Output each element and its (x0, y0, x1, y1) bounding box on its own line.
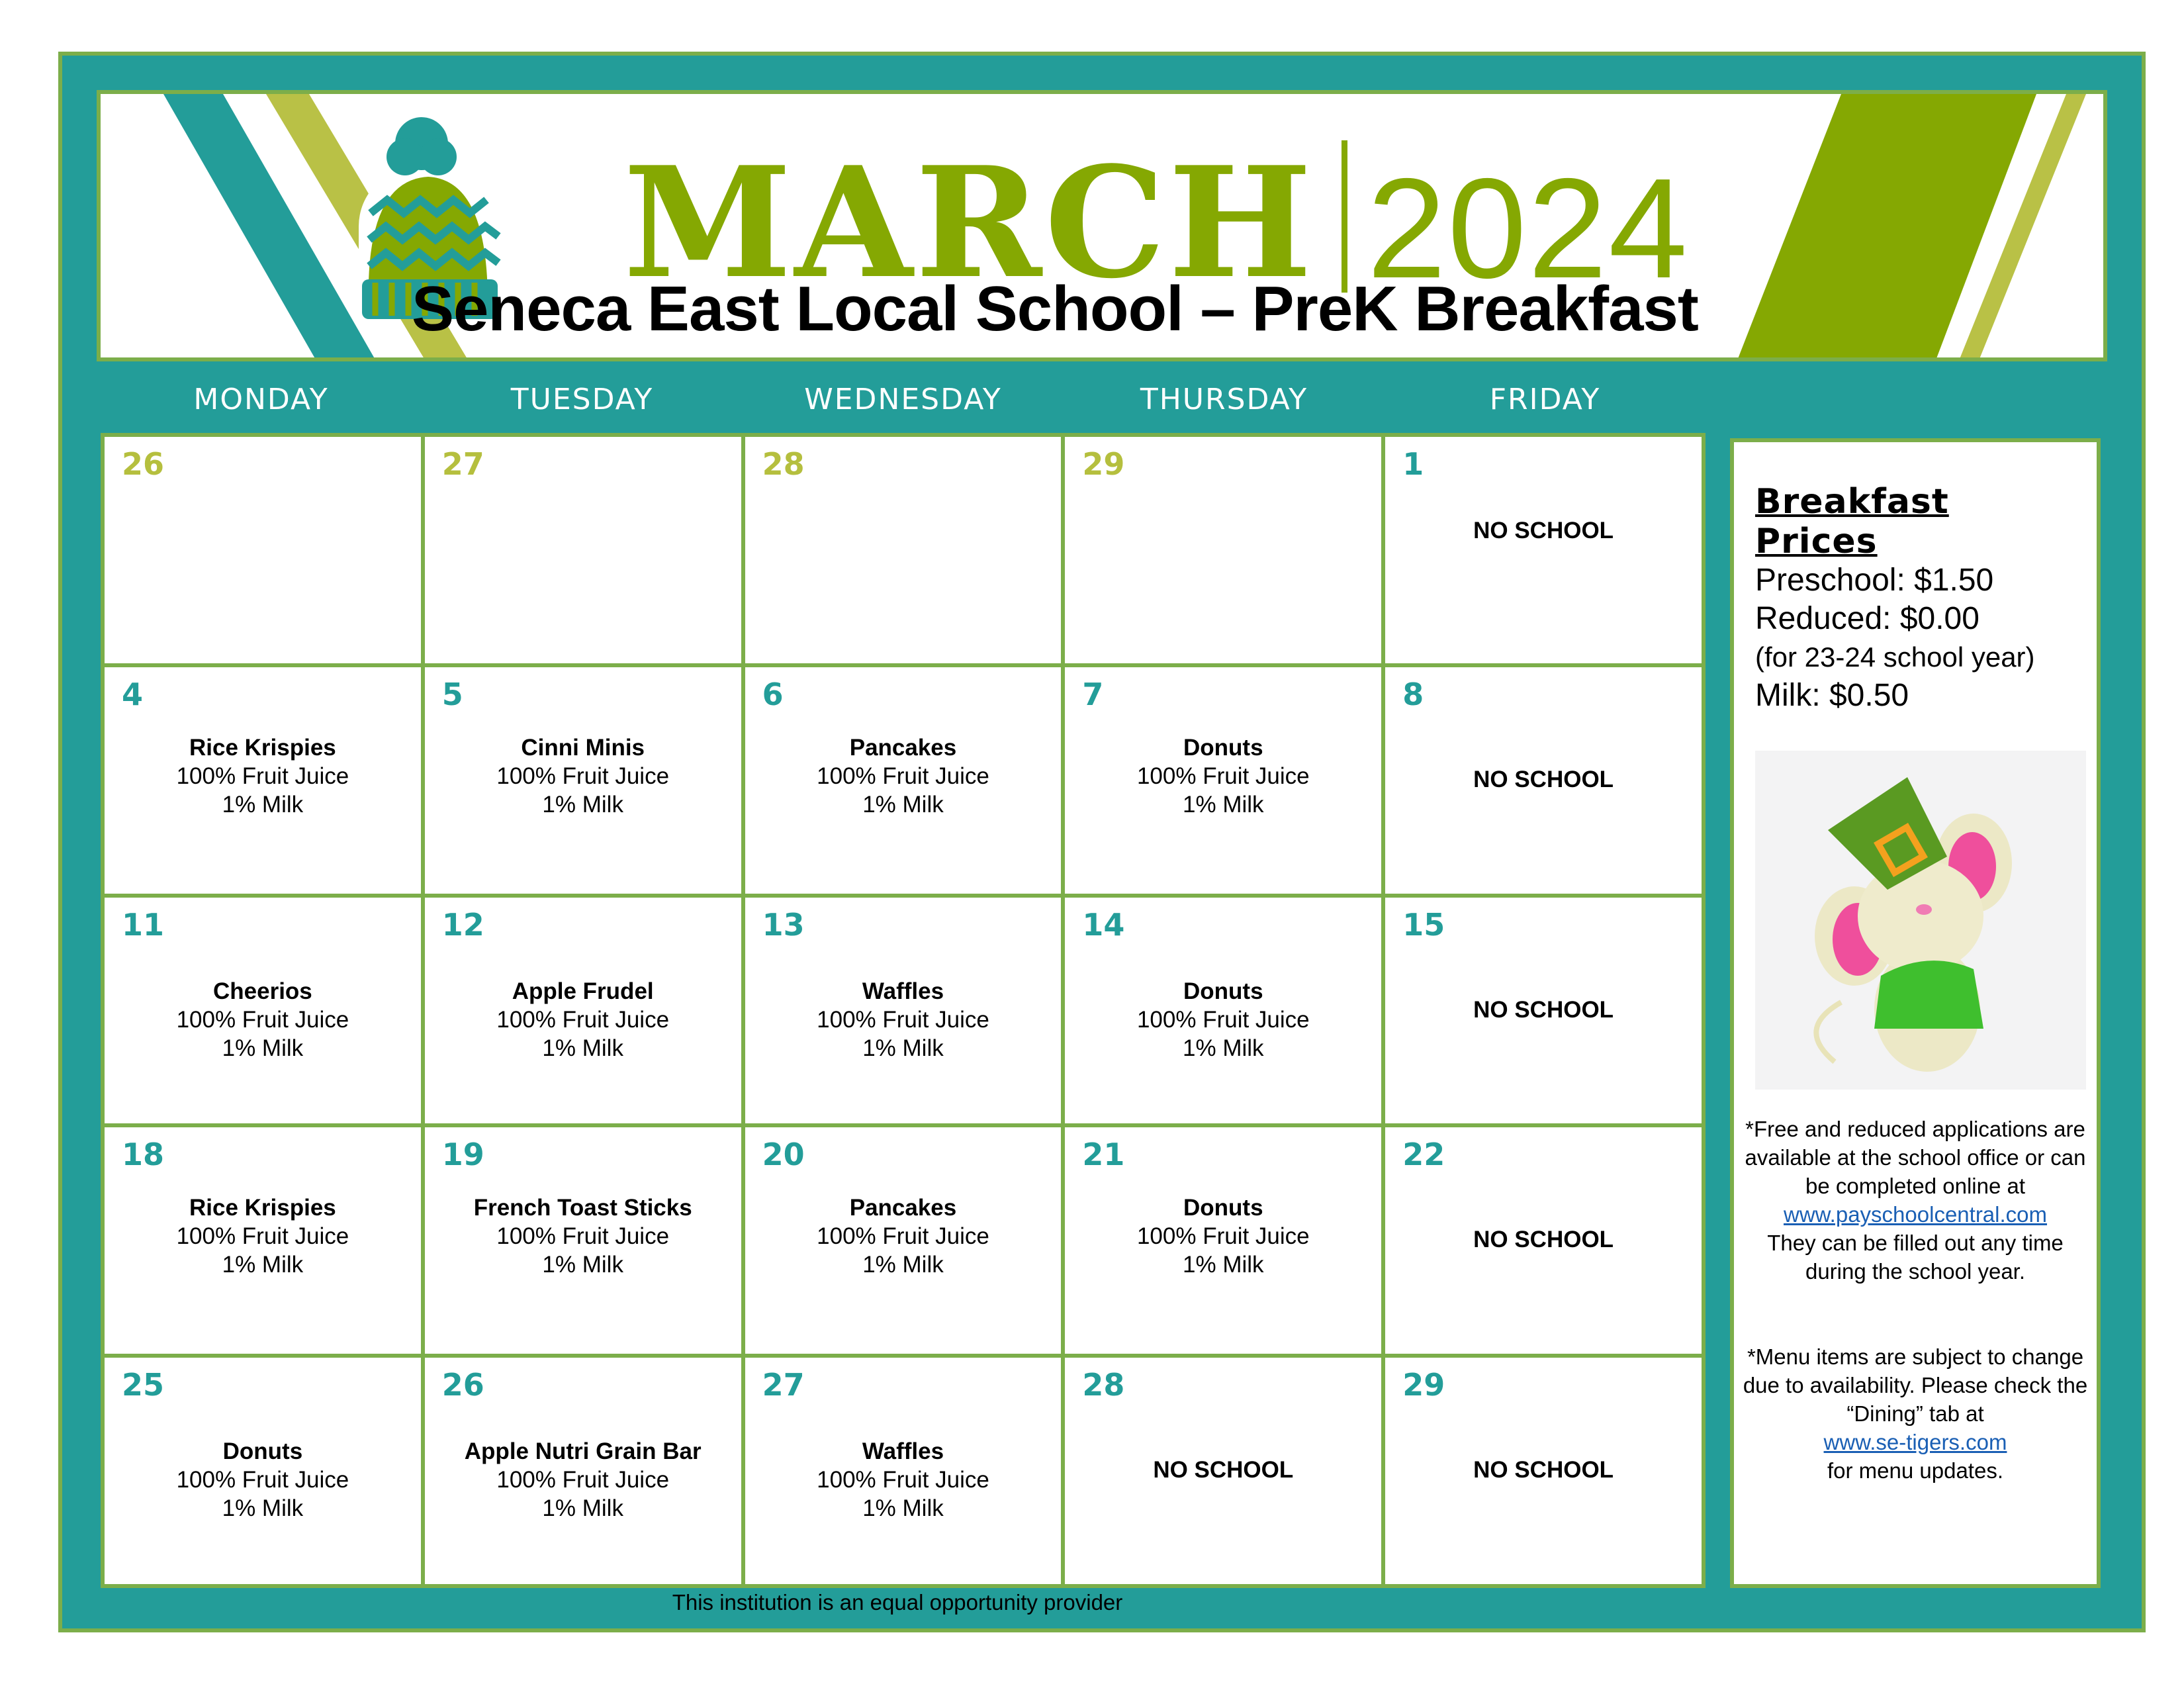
calendar-day-cell (1065, 898, 1381, 1124)
price-reduced: Reduced: $0.00 (1755, 601, 1979, 636)
menu-items (425, 977, 741, 1062)
day-number: 29 (1082, 446, 1125, 482)
calendar-day-cell (425, 1127, 741, 1354)
menu-main-item: Apple Frudel (512, 978, 654, 1004)
weekday-header (101, 373, 1706, 426)
calendar-day-cell (425, 437, 741, 663)
page-subtitle: Seneca East Local School – PreK Breakfast (412, 273, 1698, 344)
calendar-day-cell (745, 1358, 1062, 1584)
day-number: 28 (762, 446, 805, 482)
menu-milk: 1% Milk (542, 1035, 623, 1061)
menu-main-item: French Toast Sticks (473, 1195, 692, 1221)
calendar-grid (101, 433, 1706, 1588)
free-reduced-text: *Free and reduced applications are available at the school office or can be completed online at (1745, 1117, 2086, 1198)
menu-milk: 1% Milk (862, 791, 944, 818)
day-number: 13 (762, 906, 805, 943)
menu-main-item: Cinni Minis (521, 734, 645, 761)
calendar-day-cell (745, 1127, 1062, 1354)
day-number: 28 (1082, 1367, 1125, 1403)
year-label: 2024 (1367, 148, 1689, 308)
menu-main-item: Waffles (862, 1438, 944, 1465)
menu-milk: 1% Milk (862, 1252, 944, 1278)
day-number: 6 (762, 676, 784, 712)
calendar-day-cell (745, 667, 1062, 894)
day-number: 19 (441, 1137, 484, 1173)
title-divider (1342, 140, 1347, 293)
day-number: 29 (1402, 1367, 1445, 1403)
weekday-wednesday: WEDNESDAY (804, 383, 1002, 416)
calendar-day-cell (425, 898, 741, 1124)
menu-items (425, 1437, 741, 1523)
menu-items (105, 977, 421, 1062)
day-number: 15 (1402, 906, 1445, 943)
menu-milk: 1% Milk (542, 1495, 623, 1522)
day-number: 21 (1082, 1137, 1125, 1173)
menu-main-item: Pancakes (849, 734, 957, 761)
weekday-thursday: THURSDAY (1140, 383, 1308, 416)
leprechaun-mouse-image (1755, 751, 2086, 1090)
calendar-day-cell (1065, 1358, 1381, 1584)
calendar-day-cell (425, 667, 741, 894)
menu-main-item: Donuts (222, 1438, 303, 1465)
menu-juice: 100% Fruit Juice (176, 763, 349, 789)
calendar-day-cell (1385, 667, 1702, 894)
menu-main-item: Pancakes (849, 1195, 957, 1221)
menu-milk: 1% Milk (222, 1252, 304, 1278)
no-school-label: NO SCHOOL (1473, 518, 1614, 543)
menu-milk: 1% Milk (1183, 791, 1264, 818)
price-note: (for 23-24 school year) (1755, 641, 2035, 673)
no-school-label: NO SCHOOL (1473, 1457, 1614, 1483)
calendar-day-cell (105, 898, 421, 1124)
calendar-day-cell (105, 437, 421, 663)
menu-items (105, 1194, 421, 1279)
day-number: 12 (441, 906, 484, 943)
day-number: 1 (1402, 446, 1424, 482)
menu-juice: 100% Fruit Juice (817, 1223, 989, 1250)
day-number: 22 (1402, 1137, 1445, 1173)
day-number: 5 (441, 676, 463, 712)
calendar-day-cell (1065, 667, 1381, 894)
no-school-label: NO SCHOOL (1153, 1457, 1294, 1483)
menu-juice: 100% Fruit Juice (176, 1467, 349, 1493)
menu-milk: 1% Milk (222, 1035, 304, 1061)
calendar-day-cell (1065, 437, 1381, 663)
menu-milk: 1% Milk (542, 791, 623, 818)
day-number: 18 (122, 1137, 165, 1173)
weekday-tuesday: TUESDAY (510, 383, 654, 416)
day-number: 27 (441, 446, 484, 482)
calendar-day-cell (1065, 1127, 1381, 1354)
day-number: 27 (762, 1367, 805, 1403)
menu-main-item: Donuts (1183, 734, 1263, 761)
day-number: 26 (122, 446, 165, 482)
day-number: 20 (762, 1137, 805, 1173)
menu-items (745, 1437, 1062, 1523)
menu-main-item: Waffles (862, 978, 944, 1004)
sidebar-info (1730, 438, 2101, 1588)
menu-juice: 100% Fruit Juice (817, 763, 989, 789)
day-number: 11 (122, 906, 165, 943)
decorative-stripes-right (1715, 94, 2107, 361)
prices-title: Breakfast Prices (1755, 482, 1949, 561)
calendar-day-cell (105, 667, 421, 894)
no-school-label: NO SCHOOL (1473, 996, 1614, 1023)
day-number: 7 (1082, 676, 1104, 712)
menu-items (105, 733, 421, 819)
day-number: 26 (441, 1367, 484, 1403)
menu-juice: 100% Fruit Juice (496, 1223, 670, 1250)
menu-items (1065, 733, 1381, 819)
menu-juice: 100% Fruit Juice (1136, 1223, 1310, 1250)
menu-items (425, 733, 741, 819)
menu-main-item: Donuts (1183, 978, 1263, 1004)
calendar-day-cell (1385, 437, 1702, 663)
menu-milk: 1% Milk (222, 791, 304, 818)
day-number: 14 (1082, 906, 1125, 943)
menu-juice: 100% Fruit Juice (1136, 1006, 1310, 1033)
menu-milk: 1% Milk (862, 1035, 944, 1061)
calendar-page (58, 52, 2146, 1632)
menu-note-text: *Menu items are subject to change due to availability. Please check the “Dining” tab at (1743, 1344, 2088, 1426)
menu-main-item: Rice Krispies (189, 734, 336, 761)
menu-juice: 100% Fruit Juice (496, 1467, 670, 1493)
calendar-day-cell (745, 437, 1062, 663)
calendar-day-cell (105, 1358, 421, 1584)
weekday-friday: FRIDAY (1489, 383, 1601, 416)
payschoolcentral-link[interactable]: www.payschoolcentral.com (1784, 1202, 2047, 1227)
menu-items (1065, 977, 1381, 1062)
calendar-day-cell (1385, 1127, 1702, 1354)
menu-main-item: Cheerios (213, 978, 312, 1004)
menu-juice: 100% Fruit Juice (496, 1006, 670, 1033)
day-number: 4 (122, 676, 144, 712)
menu-juice: 100% Fruit Juice (176, 1223, 349, 1250)
menu-milk: 1% Milk (542, 1252, 623, 1278)
menu-juice: 100% Fruit Juice (176, 1006, 349, 1033)
sidebar-notes (1741, 1115, 2090, 1485)
no-school-label: NO SCHOOL (1473, 1227, 1614, 1253)
price-preschool: Preschool: $1.50 (1755, 563, 1994, 598)
menu-items (425, 1194, 741, 1279)
weekday-monday: MONDAY (193, 383, 329, 416)
menu-juice: 100% Fruit Juice (496, 763, 670, 789)
no-school-label: NO SCHOOL (1473, 766, 1614, 792)
menu-items (745, 977, 1062, 1062)
header-banner (97, 90, 2107, 361)
calendar-day-cell (1385, 898, 1702, 1124)
menu-main-item: Rice Krispies (189, 1195, 336, 1221)
day-number: 8 (1402, 676, 1424, 712)
menu-milk: 1% Milk (862, 1495, 944, 1522)
menu-note-text-2: for menu updates. (1827, 1458, 2003, 1483)
footer-disclaimer: This institution is an equal opportunity provider (672, 1590, 1123, 1615)
se-tigers-link[interactable]: www.se-tigers.com (1823, 1430, 2007, 1454)
calendar-day-cell (1385, 1358, 1702, 1584)
calendar-day-cell (425, 1358, 741, 1584)
month-label: MARCH (623, 134, 1315, 312)
price-milk: Milk: $0.50 (1755, 678, 1909, 713)
menu-milk: 1% Milk (1183, 1035, 1264, 1061)
menu-main-item: Donuts (1183, 1195, 1263, 1221)
menu-items (745, 733, 1062, 819)
menu-juice: 100% Fruit Juice (1136, 763, 1310, 789)
menu-items (745, 1194, 1062, 1279)
menu-items (105, 1437, 421, 1523)
day-number: 25 (122, 1367, 165, 1403)
menu-main-item: Apple Nutri Grain Bar (464, 1438, 702, 1465)
menu-milk: 1% Milk (1183, 1252, 1264, 1278)
free-reduced-text-2: They can be filled out any time during the school year. (1767, 1231, 2064, 1284)
calendar-day-cell (105, 1127, 421, 1354)
menu-juice: 100% Fruit Juice (817, 1467, 989, 1493)
calendar-day-cell (745, 898, 1062, 1124)
menu-milk: 1% Milk (222, 1495, 304, 1522)
menu-juice: 100% Fruit Juice (817, 1006, 989, 1033)
menu-items (1065, 1194, 1381, 1279)
